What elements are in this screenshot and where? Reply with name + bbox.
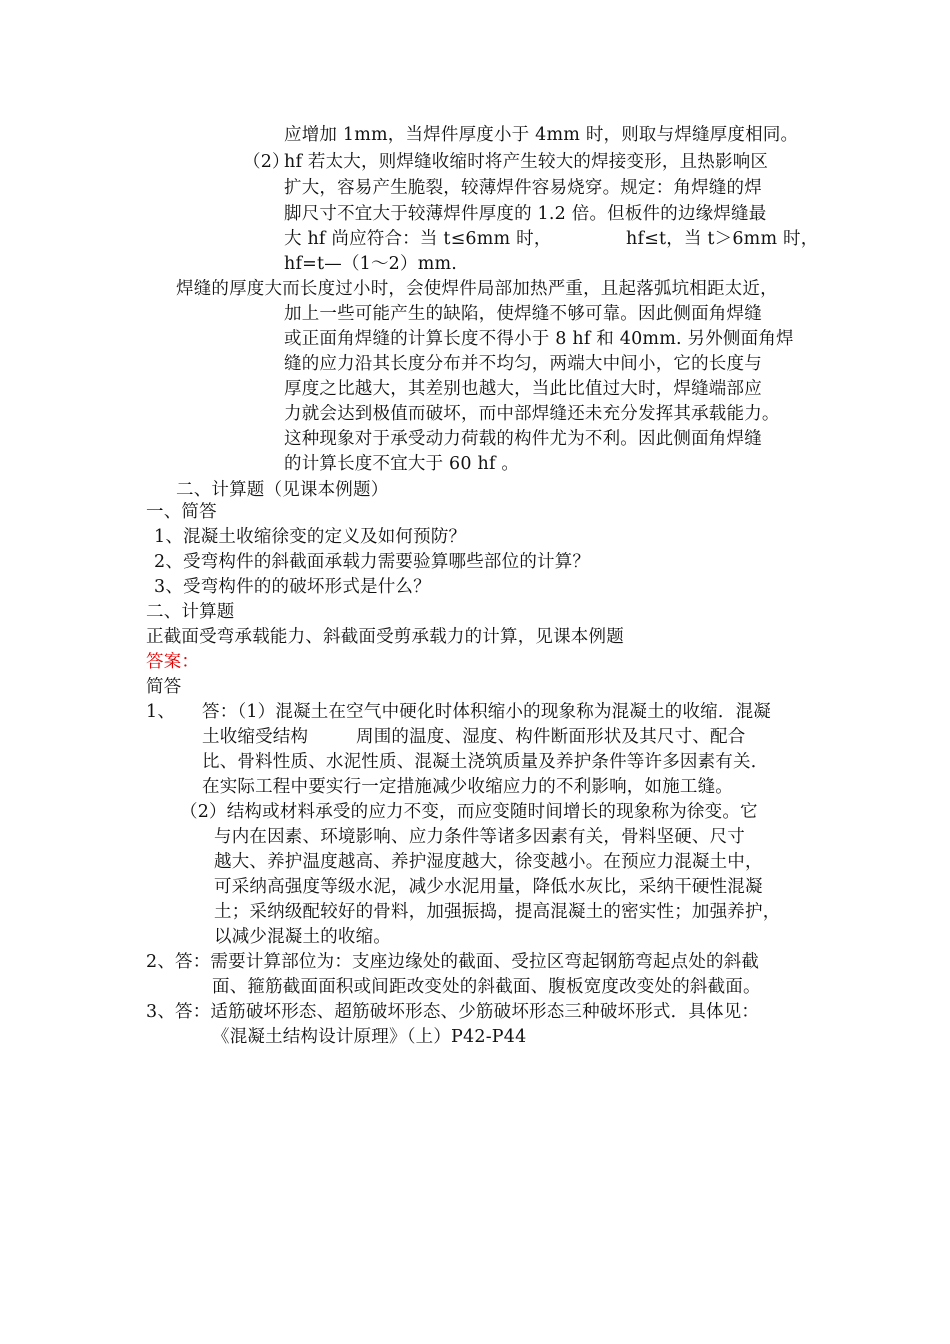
answer-line: 土收缩受结构 (202, 727, 309, 747)
answer-line: 3、答：适筋破坏形态、超筋破坏形态、少筋破坏形态三种破坏形式．具体见： (146, 1002, 760, 1022)
answer-line: （2）结构或材料承受的应力不变，而应变随时间增长的现象称为徐变。它 (180, 802, 758, 822)
answer-reference: 《混凝土结构设计原理》（上）P42-P44 (212, 1027, 527, 1047)
answer-line: 2、答：需要计算部位为：支座边缘处的截面、受拉区弯起钢筋弯起点处的斜截 (146, 952, 760, 972)
section-heading: 二、计算题 (146, 602, 235, 622)
answer-line: 比、骨料性质、水泥性质、混凝土浇筑质量及养护条件等许多因素有关． (202, 752, 769, 772)
weld-paragraph-line: 力就会达到极值而破坏，而中部焊缝还未充分发挥其承载能力。 (284, 404, 780, 424)
section-heading: 一、简答 (146, 502, 217, 522)
weld-paragraph-line: 缝的应力沿其长度分布并不均匀，两端大中间小，它的长度与 (284, 354, 762, 374)
weld-text-line: hf≤t，当 t＞6mm 时， (626, 229, 819, 249)
answer-line: 面、箍筋截面面积或间距改变处的斜截面、腹板宽度改变处的斜截面。 (212, 977, 761, 997)
answer-line: 可采纳高强度等级水泥，减少水泥用量，降低水灰比，采纳干硬性混凝 (214, 877, 763, 897)
question-item: 1、混凝土收缩徐变的定义及如何预防？ (154, 527, 467, 547)
weld-paragraph-line: 焊缝的厚度大而长度过小时，会使焊件局部加热严重，且起落弧坑相距太近， (176, 279, 778, 299)
section-heading: 二、计算题（见课本例题） (176, 480, 389, 500)
weld-paragraph-line: 或正面角焊缝的计算长度不得小于 8 hf 和 40mm. 另外侧面角焊 (284, 329, 794, 349)
answer-line: 以减少混凝土的收缩。 (214, 927, 391, 947)
weld-paragraph-line: 厚度之比越大，其差别也越大，当此比值过大时，焊缝端部应 (284, 379, 762, 399)
answer-line: 土；采纳级配较好的骨料，加强振捣，提高混凝土的密实性；加强养护， (214, 902, 781, 922)
answer-line: 周围的温度、湿度、构件断面形状及其尺寸、配合 (356, 727, 746, 747)
weld-paragraph-line: 加上一些可能产生的缺陷，使焊缝不够可靠。因此侧面角焊缝 (284, 304, 762, 324)
weld-text-line: hf 若太大，则焊缝收缩时将产生较大的焊接变形，且热影响区 (284, 152, 769, 172)
answer-number: 1、 (146, 702, 176, 722)
weld-paragraph-line: 的计算长度不宜大于 60 hf 。 (284, 454, 520, 474)
answer-line: 答：（1）混凝土在空气中硬化时体积缩小的现象称为混凝土的收缩．混凝 (202, 702, 771, 722)
answers-subheading: 简答 (146, 677, 182, 697)
weld-text-line: hf=t—（1～2）mm. (284, 254, 458, 274)
answer-line: 与内在因素、环境影响、应力条件等诸多因素有关，骨料坚硬、尺寸 (214, 827, 745, 847)
weld-text-line: 应增加 1mm，当焊件厚度小于 4mm 时，则取与焊缝厚度相同。 (284, 125, 799, 145)
weld-text-line: 大 hf 尚应符合：当 t≤6mm 时， (284, 229, 552, 249)
calc-description: 正截面受弯承载能力、斜截面受剪承载力的计算，见课本例题 (146, 627, 624, 647)
answer-line: 越大、养护温度越高、养护湿度越大，徐变越小。在预应力混凝土中， (214, 852, 763, 872)
answers-heading: 答案： (146, 652, 200, 672)
weld-text-line: 脚尺寸不宜大于较薄焊件厚度的 1.2 倍。但板件的边缘焊缝最 (284, 204, 767, 224)
weld-text-line: 扩大，容易产生脆裂，较薄焊件容易烧穿。规定：角焊缝的焊 (284, 178, 762, 198)
answer-line: 在实际工程中要实行一定措施减少收缩应力的不利影响，如施工缝。 (202, 777, 733, 797)
item-number-label: （2） (243, 152, 290, 172)
question-item: 3、受弯构件的的破坏形式是什么？ (154, 577, 431, 597)
question-item: 2、受弯构件的斜截面承载力需要验算哪些部位的计算？ (154, 552, 591, 572)
weld-paragraph-line: 这种现象对于承受动力荷载的构件尤为不利。因此侧面角焊缝 (284, 429, 762, 449)
